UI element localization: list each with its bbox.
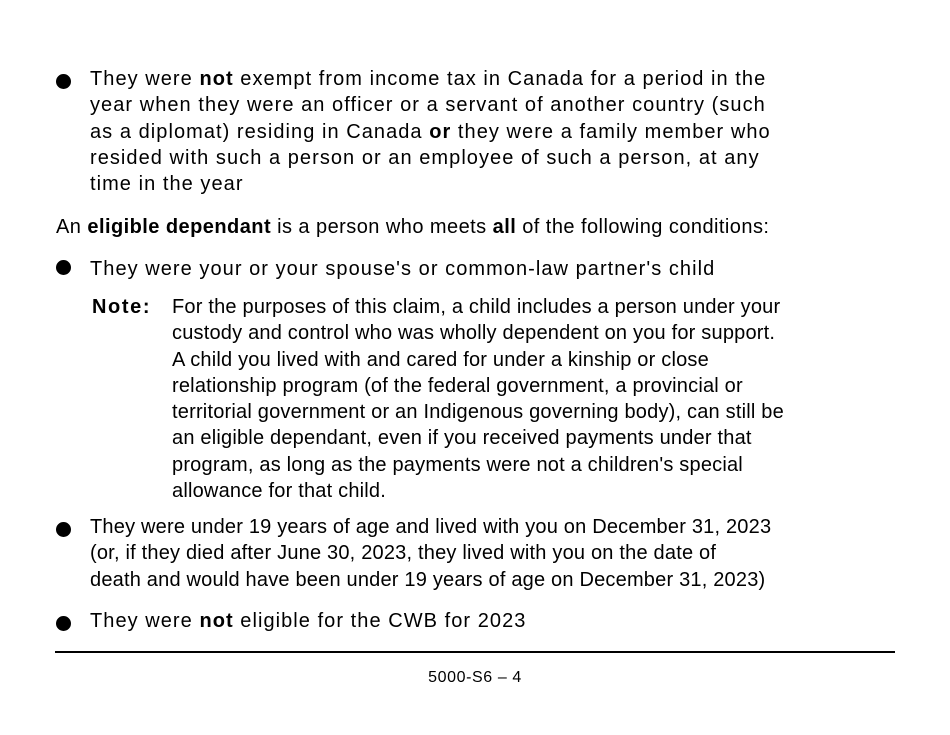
text-line: relationship program (of the federal government, a provincial or xyxy=(172,374,743,397)
text-line xyxy=(90,66,892,92)
bullet-icon xyxy=(56,616,71,631)
text-run: exempt from income tax in Canada for a period in the xyxy=(233,68,767,90)
text-run: They were xyxy=(90,610,200,632)
text-run: An xyxy=(56,216,88,238)
text-line: an eligible dependant, even if you received payments under that xyxy=(172,427,752,450)
list-item-text xyxy=(90,514,892,593)
text-run: is a person who meets xyxy=(271,216,493,238)
text-line: territorial government or an Indigenous governing body), can still be xyxy=(172,401,784,424)
page-number: 5000-S6 – 4 xyxy=(428,669,522,686)
list-item-text xyxy=(90,66,892,197)
text-line xyxy=(90,119,892,145)
text-run: of the following conditions: xyxy=(516,216,770,238)
text-line: program, as long as the payments were not a children's special xyxy=(172,453,743,476)
footer-divider xyxy=(55,651,895,653)
text-line: resided with such a person or an employee of such a person, at any xyxy=(90,146,760,169)
note-label: Note: xyxy=(92,296,152,318)
list-item-text xyxy=(90,608,892,634)
emphasis-not: not xyxy=(199,68,234,90)
bullet-icon xyxy=(56,522,71,537)
text-line: death and would have been under 19 years of age on December 31, 2023) xyxy=(90,568,766,591)
text-run: eligible for the CWB for 2023 xyxy=(233,610,527,632)
text-run: They were xyxy=(90,68,200,90)
bullet-icon xyxy=(56,74,71,89)
emphasis-not: not xyxy=(199,610,234,632)
text-line: allowance for that child. xyxy=(172,480,387,503)
note-text xyxy=(172,294,902,504)
text-line: year when they were an officer or a servant of another country (such xyxy=(90,94,766,117)
text-line: A child you lived with and cared for under a kinship or close xyxy=(172,348,709,371)
text-line: time in the year xyxy=(90,173,244,196)
bullet-icon xyxy=(56,260,71,275)
text-run: as a diplomat) residing in Canada xyxy=(90,120,430,143)
text-run: they were a family member who xyxy=(451,120,771,143)
text-line: custody and control who was wholly dependent on you for support. xyxy=(172,322,776,345)
term-eligible-dependant: eligible dependant xyxy=(87,216,272,238)
text-line: They were under 19 years of age and lived with you on December 31, 2023 xyxy=(90,516,772,538)
emphasis-all: all xyxy=(492,216,517,238)
eligible-dependant-intro xyxy=(56,214,906,240)
list-item-text: They were your or your spouse's or common-law partner's child xyxy=(90,258,716,280)
emphasis-or: or xyxy=(429,120,452,143)
text-line: For the purposes of this claim, a child includes a person under your xyxy=(172,296,781,318)
text-line: (or, if they died after June 30, 2023, they lived with you on the date of xyxy=(90,542,717,565)
